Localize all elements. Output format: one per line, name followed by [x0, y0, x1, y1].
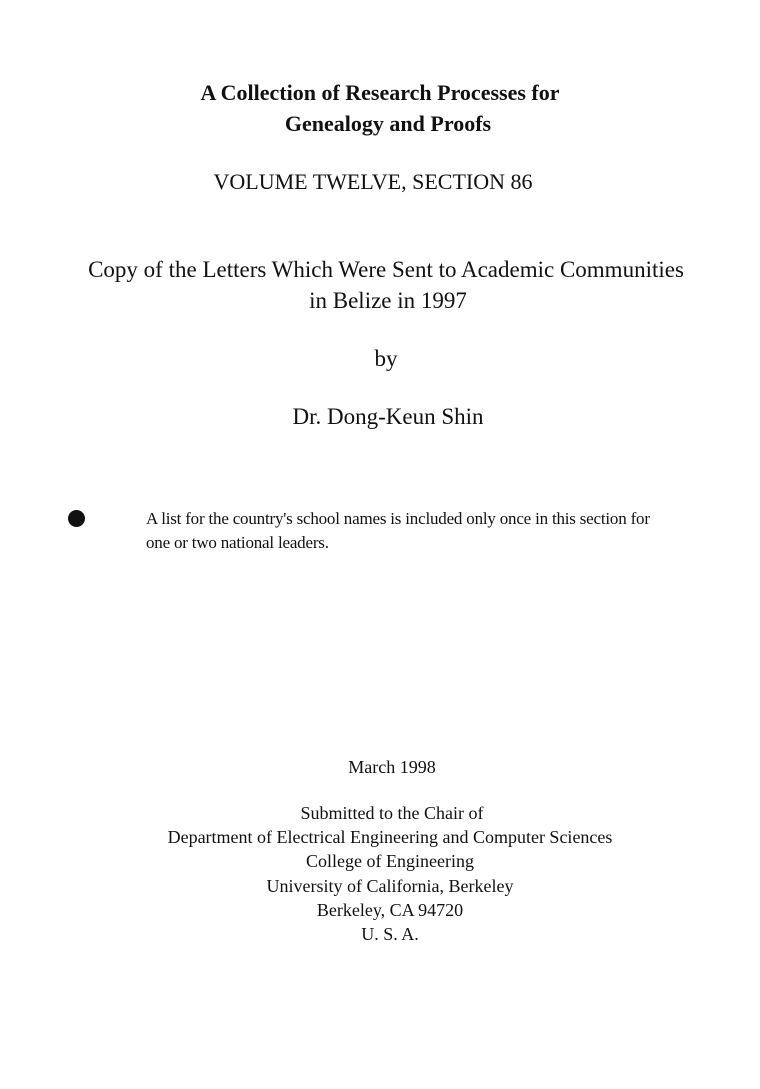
author-name: Dr. Dong-Keun Shin: [292, 404, 484, 429]
by-label: by: [374, 346, 398, 371]
submission-line-3: College of Engineering: [306, 851, 474, 871]
title-line-2: Genealogy and Proofs: [284, 111, 492, 136]
note-line-2: one or two national leaders.: [146, 533, 329, 552]
subtitle-line-1: Copy of the Letters Which Were Sent to Academic Communities: [88, 257, 684, 282]
title-line-1: A Collection of Research Processes for: [200, 80, 560, 105]
volume-heading: VOLUME TWELVE, SECTION 86: [213, 169, 533, 194]
submission-line-4: University of California, Berkeley: [266, 876, 514, 896]
note-line-1: A list for the country's school names is included only once in this section for: [146, 509, 650, 528]
submission-line-2: Department of Electrical Engineering and Computer Sciences: [167, 827, 613, 847]
submission-line-6: U. S. A.: [361, 924, 419, 944]
submission-line-5: Berkeley, CA 94720: [316, 900, 464, 920]
note-paragraph: [146, 507, 726, 555]
subtitle-line-2: in Belize in 1997: [309, 288, 467, 313]
bullet-icon: [68, 510, 85, 527]
date: March 1998: [348, 757, 436, 777]
submission-line-1: Submitted to the Chair of: [300, 803, 484, 823]
